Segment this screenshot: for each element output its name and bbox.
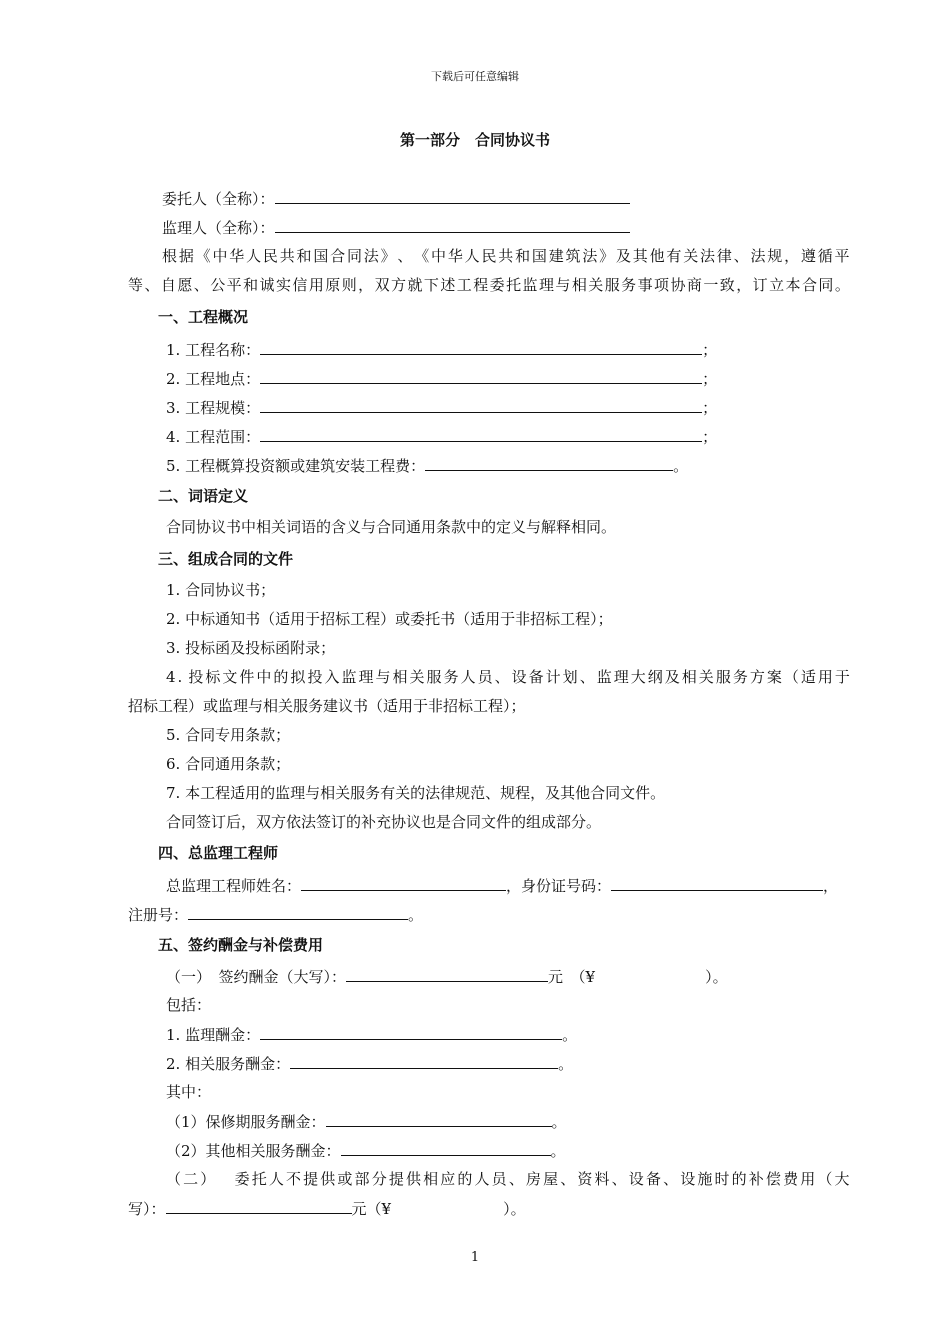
doc-item-5: 5. 合同专用条款； (166, 726, 291, 744)
supervision-fee-line (166, 1024, 577, 1045)
semicolon: ； (702, 341, 718, 359)
service-fee-label: 2. 相关服务酬金： (166, 1055, 291, 1073)
compensation-yuan-label: 元（¥ (351, 1200, 392, 1218)
warranty-fee-label: （1）保修期服务酬金： (166, 1113, 326, 1131)
document-title: 第一部分 合同协议书 (399, 131, 550, 149)
service-fee-line (166, 1053, 573, 1074)
period: 。 (408, 906, 424, 924)
supervision-fee-field[interactable] (260, 1024, 562, 1040)
definitions-text: 合同协议书中相关词语的含义与合同通用条款中的定义与解释相同。 (166, 518, 617, 536)
supervision-fee-label: 1. 监理酬金： (166, 1026, 261, 1044)
page-header: 下载后可任意编辑 (431, 70, 519, 83)
project-scope-label: 4. 工程范围： (166, 428, 261, 446)
registration-label: 注册号： (128, 906, 189, 924)
project-investment-line (166, 455, 688, 476)
project-scale-label: 3. 工程规模： (166, 399, 261, 417)
service-fee-field[interactable] (290, 1053, 558, 1069)
contract-fee-line (166, 966, 728, 987)
section-3-heading: 三、组成合同的文件 (158, 550, 294, 568)
warranty-fee-field[interactable] (326, 1111, 552, 1127)
contract-fee-words-field[interactable] (346, 966, 548, 982)
doc-item-4-line-2: 招标工程）或监理与相关服务建议书（适用于非招标工程）； (128, 697, 526, 715)
period: 。 (551, 1113, 567, 1131)
section-1-heading: 一、工程概况 (158, 308, 249, 326)
client-line (162, 188, 630, 209)
preamble-line-2: 等 、 自 愿 、 公 平 和 诚 实 信 用 原 则 ， 双 方 就 下 述 工 程 委 托 监 理 与 相 关 服 务 事 项 协 商 一 致 ， 订 立 本 合 同 。 (128, 276, 850, 294)
project-investment-label: 5. 工程概算投资额或建筑安装工程费： (166, 457, 426, 475)
project-name-field[interactable] (260, 339, 702, 355)
compensation-words-field[interactable] (166, 1198, 352, 1214)
doc-item-2: 2. 中标通知书（适用于招标工程）或委托书（适用于非招标工程）； (166, 610, 613, 628)
project-investment-field[interactable] (425, 455, 673, 471)
supervisor-label: 监理人（全称）： (162, 219, 275, 237)
chief-engineer-line (166, 875, 838, 896)
other-fee-line (166, 1140, 566, 1161)
among-label: 其中： (166, 1083, 212, 1101)
section-2-heading: 二、词语定义 (158, 487, 249, 505)
compensation-line-2 (128, 1198, 526, 1219)
chief-name-label: 总监理工程师姓名： (166, 877, 302, 895)
project-scope-field[interactable] (260, 426, 702, 442)
period: 。 (673, 457, 689, 475)
chief-name-field[interactable] (301, 875, 506, 891)
close-paren: ）。 (705, 968, 728, 986)
supervisor-name-field[interactable] (275, 217, 630, 233)
supplement-note: 合同签订后，双方依法签订的补充协议也是合同文件的组成部分。 (166, 813, 602, 831)
project-location-field[interactable] (260, 368, 702, 384)
semicolon: ； (702, 370, 718, 388)
comma: ， (823, 877, 839, 895)
doc-item-1: 1. 合同协议书； (166, 581, 276, 599)
close-paren: ）。 (503, 1200, 526, 1218)
period: 。 (550, 1142, 566, 1160)
doc-item-7: 7. 本工程适用的监理与相关服务有关的法律规范、规程，及其他合同文件。 (166, 784, 666, 802)
preamble-line-1: 根 据 《 中 华 人 民 共 和 国 合 同 法 》 、 《 中 华 人 民 共 和 国 建 筑 法 》 及 其 他 有 关 法 律 、 法 规 ， 遵 循 平 (162, 247, 850, 265)
project-scale-line (166, 397, 717, 418)
semicolon: ； (702, 428, 718, 446)
period: 。 (562, 1026, 578, 1044)
id-number-label: ，身份证号码： (506, 877, 612, 895)
compensation-prefix: 写）： (128, 1200, 166, 1218)
compensation-line-1: （ 二 ） 委 托 人 不 提 供 或 部 分 提 供 相 应 的 人 员 、 房 屋 、 资 料 、 设 备 、 设 施 时 的 补 偿 费 用 （ 大 (166, 1170, 850, 1188)
registration-field[interactable] (188, 904, 408, 920)
doc-item-4-line-1: 4 . 投 标 文 件 中 的 拟 投 入 监 理 与 相 关 服 务 人 员 、 设 备 计 划 、 监 理 大 纲 及 相 关 服 务 方 案 （ 适 用 于 (166, 668, 850, 686)
registration-line (128, 904, 423, 925)
project-scale-field[interactable] (260, 397, 702, 413)
project-name-line (166, 339, 717, 360)
project-location-line (166, 368, 717, 389)
supervisor-line (162, 217, 630, 238)
period: 。 (558, 1055, 574, 1073)
section-5-heading: 五、签约酬金与补偿费用 (158, 936, 324, 954)
contract-fee-label: （一） 签约酬金（大写）： (166, 968, 347, 986)
client-label: 委托人（全称）： (162, 190, 275, 208)
id-number-field[interactable] (611, 875, 823, 891)
doc-item-3: 3. 投标函及投标函附录； (166, 639, 336, 657)
project-location-label: 2. 工程地点： (166, 370, 261, 388)
warranty-fee-line (166, 1111, 567, 1132)
project-scope-line (166, 426, 717, 447)
other-fee-field[interactable] (341, 1140, 551, 1156)
yuan-label: 元 （¥ (548, 968, 596, 986)
page-number: 1 (470, 1250, 480, 1265)
client-name-field[interactable] (275, 188, 630, 204)
project-name-label: 1. 工程名称： (166, 341, 261, 359)
doc-item-6: 6. 合同通用条款； (166, 755, 291, 773)
semicolon: ； (702, 399, 718, 417)
section-4-heading: 四、总监理工程师 (158, 844, 279, 862)
other-fee-label: （2）其他相关服务酬金： (166, 1142, 341, 1160)
include-label: 包括： (166, 996, 212, 1014)
